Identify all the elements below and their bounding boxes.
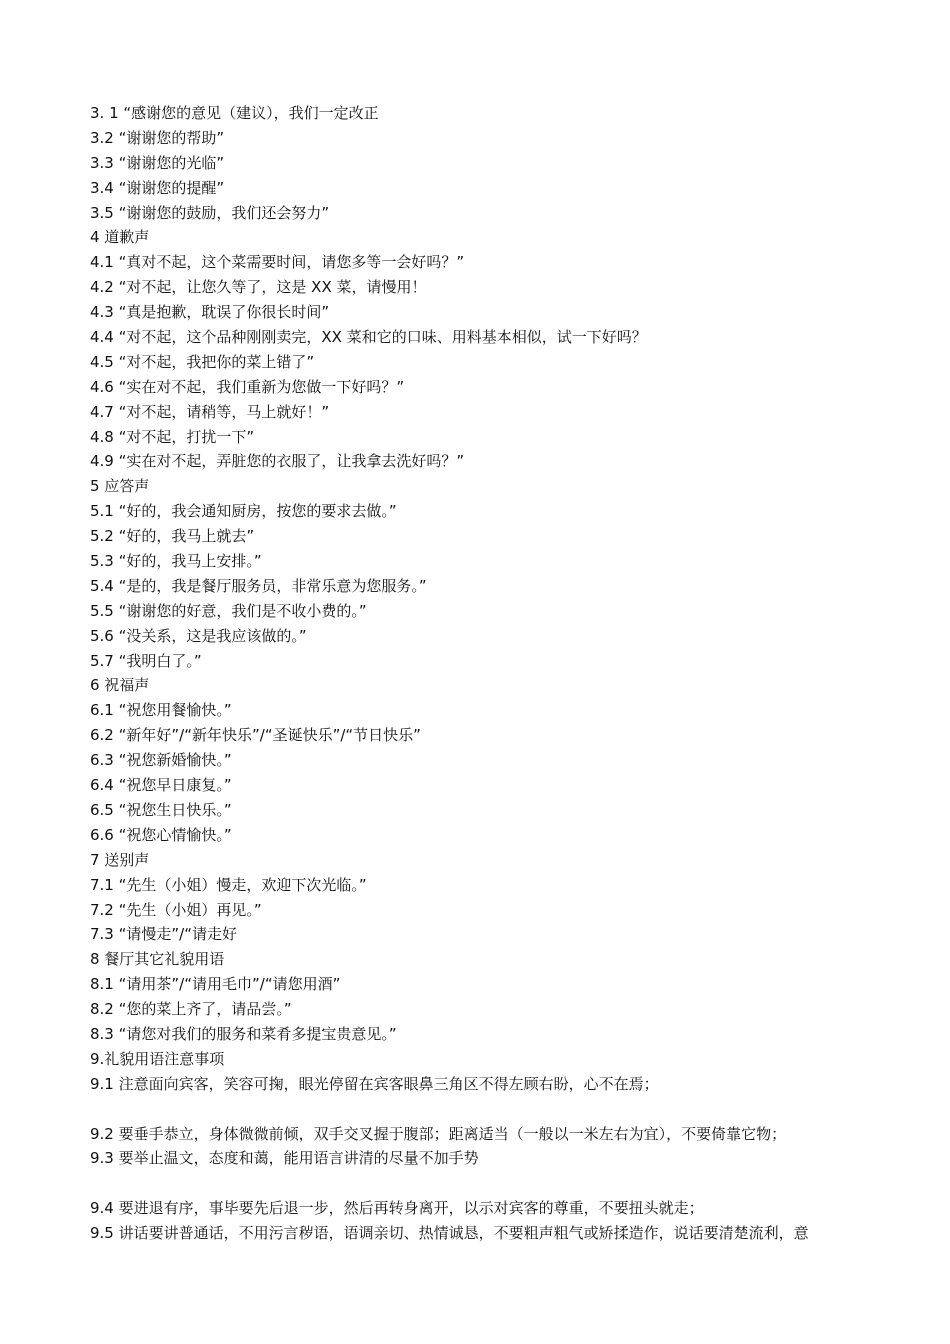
text-line-5-6: 5.6 “没关系，这是我应该做的。”	[90, 626, 307, 645]
text-line-4-4: 4.4 “对不起，这个品种刚刚卖完，XX 菜和它的口味、用料基本相似，试一下好吗？	[90, 328, 647, 347]
text-line-4-3: 4.3 “真是抱歉，耽误了你很长时间”	[90, 303, 330, 322]
text-line-4-8: 4.8 “对不起，打扰一下”	[90, 427, 255, 446]
text-line-5-4: 5.4 “是的，我是餐厅服务员，非常乐意为您服务。”	[90, 576, 427, 595]
section-heading-8: 8 餐厅其它礼貌用语	[90, 950, 225, 969]
text-line-6-2: 6.2 “新年好”/“新年快乐”/“圣诞快乐”/“节日快乐”	[90, 726, 421, 745]
text-line-5-3: 5.3 “好的，我马上安排。”	[90, 552, 262, 571]
text-line-5-2: 5.2 “好的，我马上就去”	[90, 527, 255, 546]
document-body	[90, 101, 880, 1246]
text-line-7-2: 7.2 “先生（小姐）再见。”	[90, 900, 262, 919]
text-line-3-2: 3.2 “谢谢您的帮助”	[90, 128, 225, 147]
section-heading-5: 5 应答声	[90, 477, 150, 496]
text-line-9-3: 9.3 要举止温文，态度和蔼，能用语言讲清的尽量不加手势	[90, 1149, 479, 1168]
section-heading-9: 9.礼貌用语注意事项	[90, 1049, 225, 1068]
text-line-6-3: 6.3 “祝您新婚愉快。”	[90, 751, 232, 770]
text-line-6-5: 6.5 “祝您生日快乐。”	[90, 800, 232, 819]
text-line-9-1: 9.1 注意面向宾客，笑容可掬，眼光停留在宾客眼鼻三角区不得左顾右盼，心不在焉；	[90, 1074, 659, 1093]
text-line-5-1: 5.1 “好的，我会通知厨房，按您的要求去做。”	[90, 502, 397, 521]
section-heading-7: 7 送别声	[90, 850, 150, 869]
text-line-7-1: 7.1 “先生（小姐）慢走，欢迎下次光临。”	[90, 875, 367, 894]
text-line-3-1: 3. 1 “感谢您的意见（建议），我们一定改正	[90, 104, 379, 122]
section-heading-6: 6 祝福声	[90, 676, 150, 695]
text-line-4-7: 4.7 “对不起，请稍等，马上就好！”	[90, 402, 330, 421]
text-line-7-3: 7.3 “请慢走”/“请走好	[90, 925, 237, 944]
text-line-3-4: 3.4 “谢谢您的提醒”	[90, 178, 225, 197]
section-heading-4: 4 道歉声	[90, 228, 150, 247]
text-line-8-3: 8.3 “请您对我们的服务和菜肴多提宝贵意见。”	[90, 1024, 397, 1043]
text-line-8-2: 8.2 “您的菜上齐了，请品尝。”	[90, 1000, 292, 1019]
text-line-8-1: 8.1 “请用茶”/“请用毛巾”/“请您用酒”	[90, 975, 341, 994]
text-line-4-6: 4.6 “实在对不起，我们重新为您做一下好吗？”	[90, 377, 405, 396]
text-line-4-9: 4.9 “实在对不起，弄脏您的衣服了，让我拿去洗好吗？”	[90, 452, 465, 471]
text-line-6-1: 6.1 “祝您用餐愉快。”	[90, 701, 232, 720]
text-line-4-1: 4.1 “真对不起，这个菜需要时间，请您多等一会好吗？”	[90, 253, 465, 272]
text-line-6-4: 6.4 “祝您早日康复。”	[90, 776, 232, 795]
text-line-9-2: 9.2 要垂手恭立，身体微微前倾，双手交叉握于腹部；距离适当（一般以一米左右为宜），不要倚靠它物；	[90, 1124, 787, 1143]
text-line-9-4: 9.4 要进退有序，事毕要先后退一步，然后再转身离开，以示对宾客的尊重，不要扭头就走；	[90, 1199, 704, 1218]
text-line-3-3: 3.3 “谢谢您的光临”	[90, 153, 225, 172]
text-line-9-5: 9.5 讲话要讲普通话，不用污言秽语，语调亲切、热情诚恳，不要粗声粗气或矫揉造作，说话要清楚流利，意	[90, 1224, 809, 1243]
text-line-6-6: 6.6 “祝您心情愉快。”	[90, 825, 232, 844]
text-line-5-5: 5.5 “谢谢您的好意，我们是不收小费的。”	[90, 601, 367, 620]
text-line-5-7: 5.7 “我明白了。”	[90, 651, 202, 670]
text-line-4-2: 4.2 “对不起，让您久等了，这是 XX 菜，请慢用！	[90, 278, 427, 297]
text-line-4-5: 4.5 “对不起，我把你的菜上错了”	[90, 352, 315, 371]
text-line-3-5: 3.5 “谢谢您的鼓励，我们还会努力”	[90, 203, 330, 222]
